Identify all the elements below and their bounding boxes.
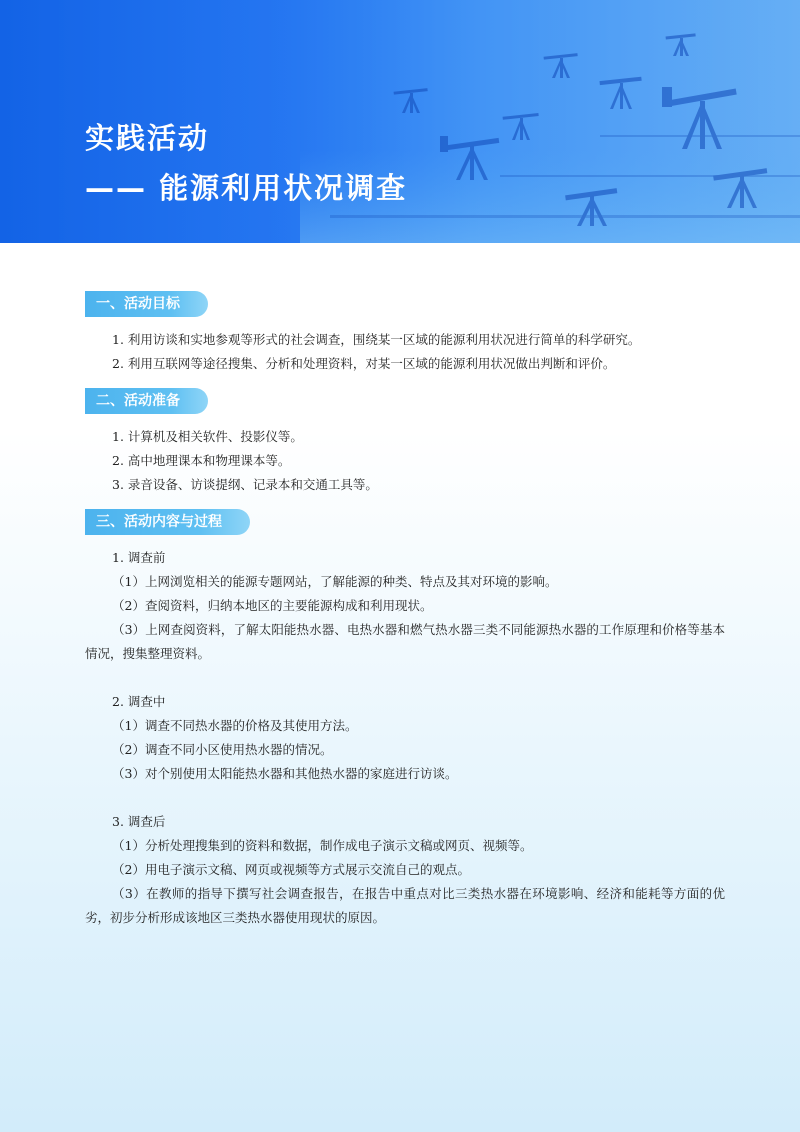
- list-item: （2）查阅资料，归纳本地区的主要能源构成和利用现状。: [112, 598, 433, 613]
- section-heading: 三、活动内容与过程: [85, 509, 250, 535]
- header-banner: [0, 0, 800, 243]
- section-preparation: [85, 388, 725, 497]
- list-item: （3）对个别使用太阳能热水器和其他热水器的家庭进行访谈。: [112, 766, 458, 781]
- list-item: （1）分析处理搜集到的资料和数据，制作成电子演示文稿或网页、视频等。: [112, 838, 533, 853]
- section-objectives: [85, 291, 725, 376]
- list-item: （1）调查不同热水器的价格及其使用方法。: [112, 718, 358, 733]
- process-list: [85, 546, 725, 930]
- list-item: 3. 录音设备、访谈提纲、记录本和交通工具等。: [112, 477, 378, 492]
- list-item: 2. 高中地理课本和物理课本等。: [112, 453, 291, 468]
- group-title: 2. 调查中: [112, 694, 166, 709]
- list-item: （2）用电子演示文稿、网页或视频等方式展示交流自己的观点。: [112, 862, 470, 877]
- list-item: 2. 利用互联网等途径搜集、分析和处理资料，对某一区域的能源利用状况做出判断和评价。: [112, 356, 616, 371]
- list-item: （3）在教师的指导下撰写社会调查报告，在报告中重点对比三类热水器在环境影响、经济和能耗等方面的优劣，初步分析形成该地区三类热水器使用现状的原因。: [85, 886, 725, 925]
- group-title: 3. 调查后: [112, 814, 166, 829]
- spacer: [85, 666, 725, 690]
- spacer: [85, 786, 725, 810]
- list-item: （1）上网浏览相关的能源专题网站，了解能源的种类、特点及其对环境的影响。: [112, 574, 558, 589]
- page-subtitle: —— 能源利用状况调查: [85, 171, 408, 205]
- objectives-list: [85, 328, 725, 376]
- section-process: [85, 509, 725, 930]
- content-body: [85, 291, 725, 942]
- list-item: 1. 计算机及相关软件、投影仪等。: [112, 429, 303, 444]
- list-item: 1. 利用访谈和实地参观等形式的社会调查，围绕某一区域的能源利用状况进行简单的科学研究。: [112, 332, 641, 347]
- page-title: 实践活动: [85, 121, 210, 155]
- list-item: （3）上网查阅资料，了解太阳能热水器、电热水器和燃气热水器三类不同能源热水器的工作原理和价格等基本情况，搜集整理资料。: [85, 622, 725, 661]
- group-title: 1. 调查前: [112, 550, 166, 565]
- list-item: （2）调查不同小区使用热水器的情况。: [112, 742, 333, 757]
- section-heading: 二、活动准备: [85, 388, 208, 414]
- section-heading: 一、活动目标: [85, 291, 208, 317]
- preparation-list: [85, 425, 725, 497]
